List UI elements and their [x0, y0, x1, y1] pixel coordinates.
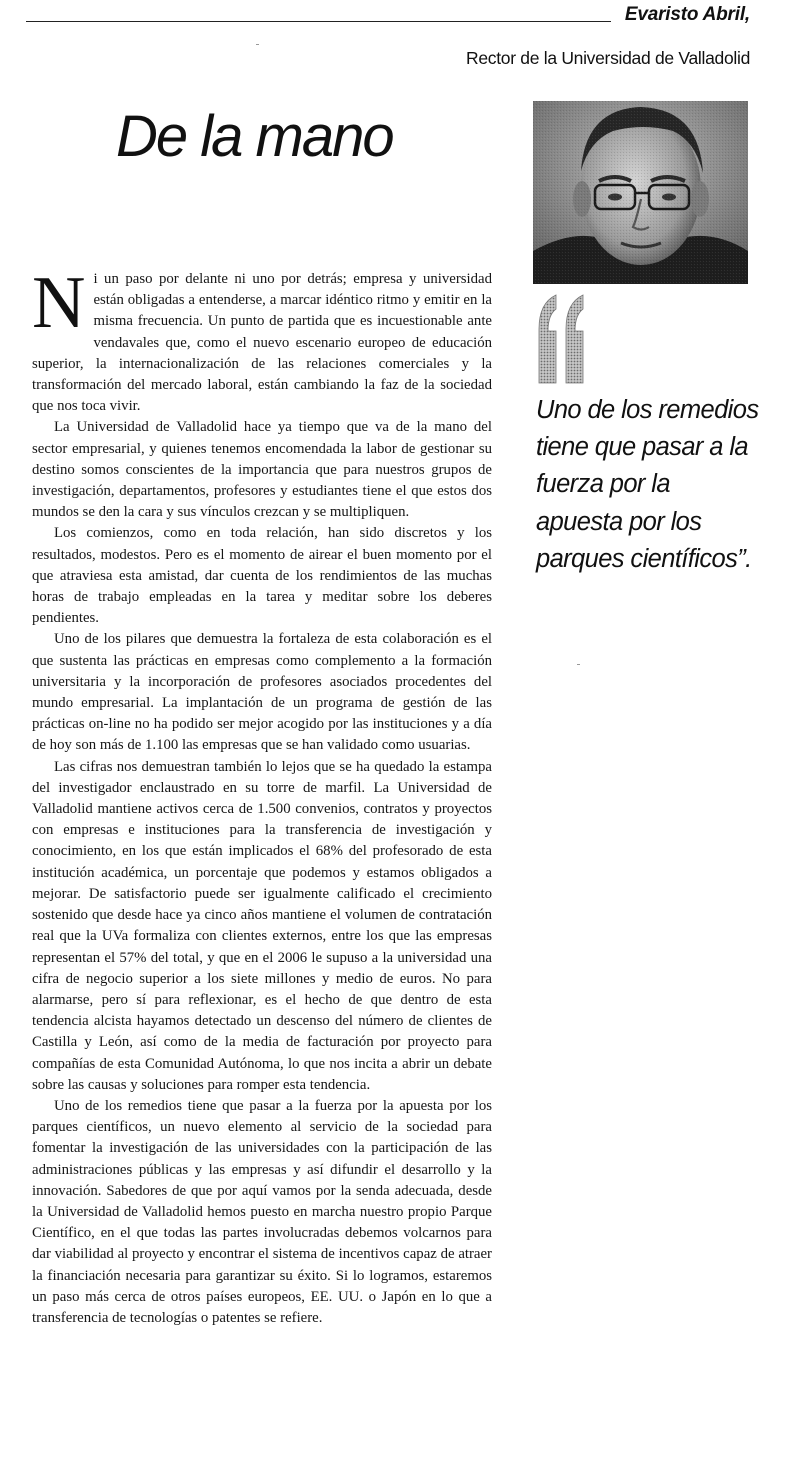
print-speck [256, 44, 259, 45]
article-body [32, 262, 492, 1329]
drop-cap: N [32, 262, 86, 344]
article-paragraph: Los comienzos, como en toda relación, han sido discretos y los resultados, modestos. Pero es el momento de airear el buen momento por el que atraviesa esta amistad, dar cuenta de los rendimientos de las muchas horas de trabajo empleadas en la tarea y meditar sobre los deberes pendientes. [32, 525, 492, 627]
pull-quote: Uno de los remedios tiene que pasar a la fuerza por la apuesta por los parques científicos”. [536, 396, 759, 573]
portrait-photo [533, 101, 748, 284]
quote-open-icon [534, 291, 590, 386]
article-title: De la mano [116, 104, 393, 169]
article-paragraph [32, 262, 492, 417]
article-paragraph: La Universidad de Valladolid hace ya tiempo que va de la mano del sector empresarial, y quienes tenemos encomendada la labor de gestionar su destino somos conscientes de la importancia que para nuestros grupos de investigación, departamentos, profesores y estudiantes tiene el que estos dos mundos se den la cara y sus vínculos crezcan y se multipliquen. [32, 419, 492, 521]
article-paragraph: Uno de los pilares que demuestra la fortaleza de esta colaboración es el que sustenta las prácticas en empresas como complemento a la formación universitaria y la incorporación de profesores asociados procedentes del mundo empresarial. La implantación de un programa de gestión de las prácticas on-line no ha podido ser mejor acogido por las instituciones y a día de hoy son más de 1.100 las empresas que se han validado como usuarias. [32, 631, 492, 754]
paragraph-text: i un paso por delante ni uno por detrás; empresa y universidad están obligadas a entenderse, a marcar idéntico ritmo y emitir en la misma frecuencia. Un punto de partida que es incuestionable ante vendavales que, como el nuevo escenario europeo de educación superior, la internacionalización de las relaciones comerciales y la transformación del mercado laboral, están cambiando la faz de la sociedad que nos toca vivir. [32, 271, 492, 415]
article-paragraph: Las cifras nos demuestran también lo lejos que se ha quedado la estampa del investigador enclaustrado en su torre de marfil. La Universidad de Valladolid mantiene activos cerca de 1.500 convenios, contratos y proyectos con empresas e instituciones para la transferencia de investigación y conocimiento, en los que están implicados el 68% del profesorado de esta institución académica, un porcentaje que podemos y estamos obligados a mejorar. De satisfactorio puede ser igualmente calificado el crecimiento sostenido que desde hace ya cinco años mantiene el volumen de contratación real que la UVa formaliza con clientes externos, entre los que las empresas representan el 57% del total, y que en el 2006 le supuso a la universidad una cifra de negocio superior a los siete millones y medio de euros. No para alarmarse, pero sí para reflexionar, es el hecho de que dentro de esta tendencia alcista hayamos detectado un descenso del número de clientes de Castilla y León, así como de la media de facturación por proyecto para compañías de esta Comunidad Autónoma, lo que nos incita a abrir un debate sobre las causas y soluciones para romper esta tendencia. [32, 758, 492, 1093]
author-name: Evaristo Abril, [624, 4, 750, 25]
header-rule [26, 21, 611, 22]
author-role: Rector de la Universidad de Valladolid [466, 48, 750, 68]
article-paragraph: Uno de los remedios tiene que pasar a la fuerza por la apuesta por los parques científicos, un nuevo elemento al servicio de la sociedad para fomentar la investigación de las universidades con la participación de las administraciones públicas y las empresas y así difundir el desarrollo y la innovación. Sabedores de que por aquí vamos por la senda adecuada, desde la Universidad de Valladolid hemos puesto en marcha nuestro propio Parque Científico, en el que todas las partes involucradas debemos volcarnos para dar viabilidad al proyecto y encontrar el sistema de incentivos capaz de atraer la financiación necesaria para garantizar su éxito. Si lo logramos, estaremos un paso más cerca de otros países europeos, EE. UU. o Japón en lo que a transferencia de tecnologías o patentes se refiere. [32, 1097, 492, 1326]
print-speck [577, 664, 580, 665]
